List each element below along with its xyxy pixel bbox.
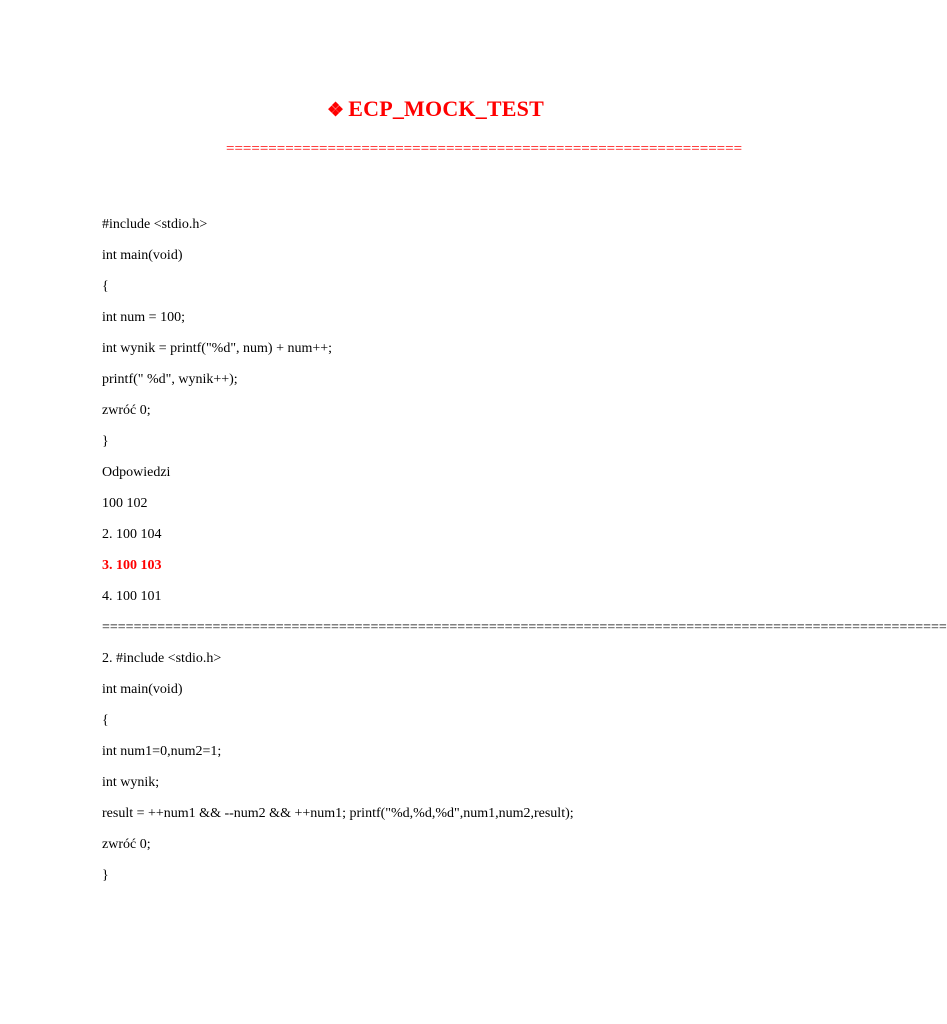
code-line: 2. #include <stdio.h> [102, 651, 222, 666]
title-text: ECP_MOCK_TEST [348, 96, 544, 121]
code-line: { [102, 713, 109, 728]
document-title [0, 96, 768, 122]
answer-option-1: 100 102 [102, 496, 148, 511]
code-line: } [102, 434, 109, 449]
diamond-bullet-icon: ❖ [327, 100, 345, 121]
title-underline: ============================================================= [226, 141, 743, 157]
code-line: zwróć 0; [102, 403, 151, 418]
answer-option-3-correct: 3. 100 103 [102, 558, 162, 573]
code-line: int main(void) [102, 248, 183, 263]
code-line: int num1=0,num2=1; [102, 744, 222, 759]
answer-option-2: 2. 100 104 [102, 527, 162, 542]
code-line: int wynik = printf("%d", num) + num++; [102, 341, 333, 356]
code-line: { [102, 279, 109, 294]
code-line: int num = 100; [102, 310, 185, 325]
code-line: int wynik; [102, 775, 160, 790]
code-line: result = ++num1 && --num2 && ++num1; printf("%d,%d,%d",num1,num2,result); [102, 806, 574, 821]
code-line: printf(" %d", wynik++); [102, 372, 238, 387]
answer-option-4: 4. 100 101 [102, 589, 162, 604]
code-line: #include <stdio.h> [102, 217, 208, 232]
document-body [102, 209, 947, 891]
answers-heading: Odpowiedzi [102, 465, 171, 480]
question-separator: =========================================================================================================== [102, 620, 947, 635]
code-line: zwróć 0; [102, 837, 151, 852]
code-line: int main(void) [102, 682, 183, 697]
code-line: } [102, 868, 109, 883]
